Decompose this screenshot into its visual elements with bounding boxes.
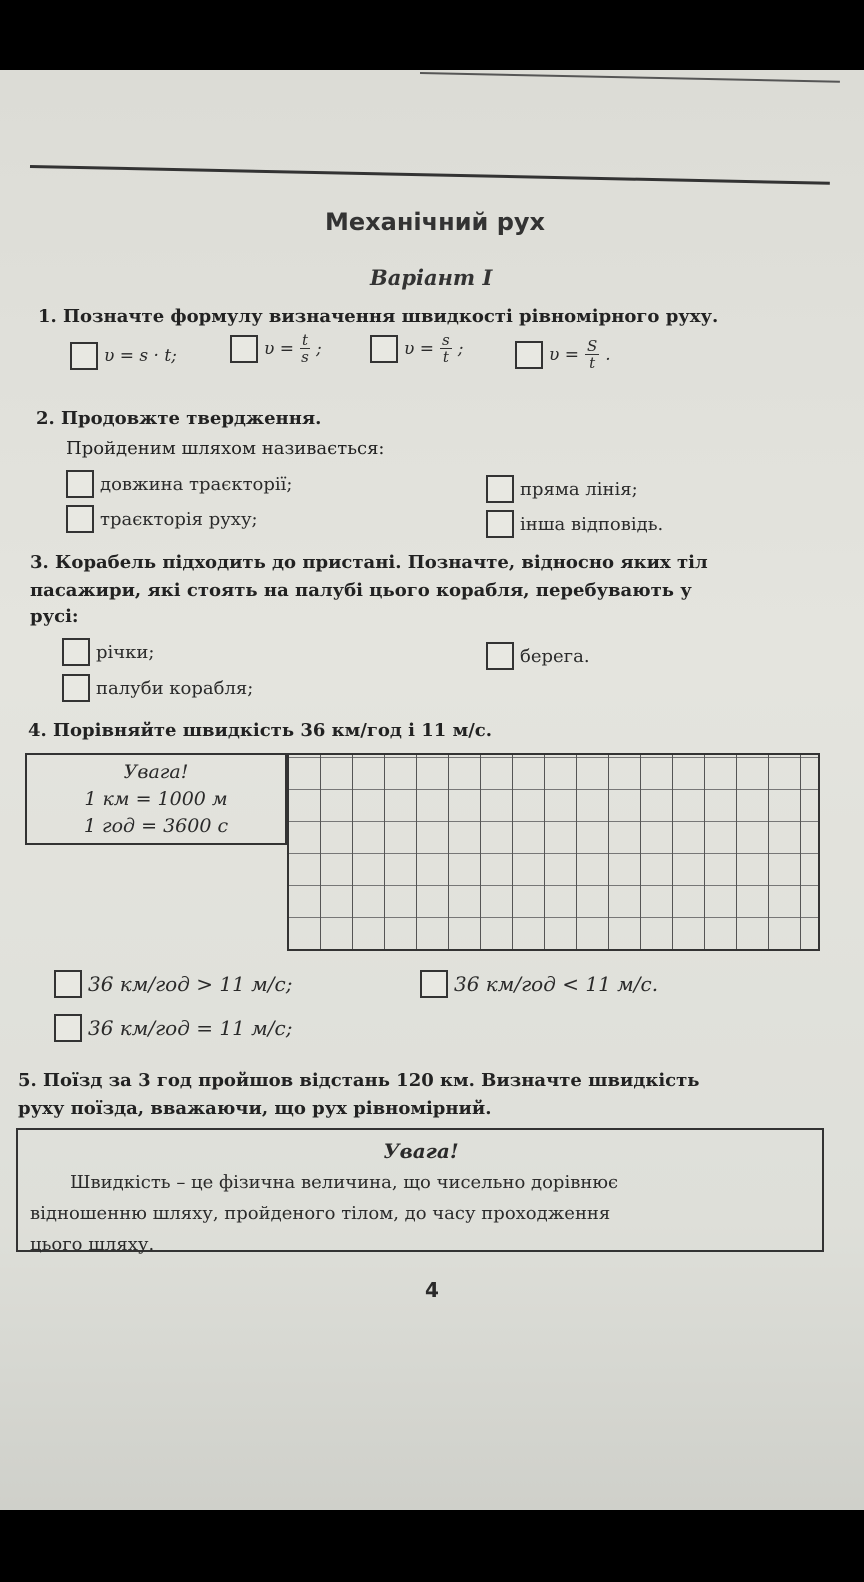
note-line: цього шляху. xyxy=(30,1234,155,1255)
q2-option-4[interactable]: інша відповідь. xyxy=(486,510,663,538)
q3-option-2[interactable]: палуби корабля; xyxy=(62,674,253,702)
checkbox[interactable] xyxy=(486,642,514,670)
q2-option-1[interactable]: довжина траєкторії; xyxy=(66,470,293,498)
checkbox[interactable] xyxy=(54,970,82,998)
question-2-subtext: Пройденим шляхом називається: xyxy=(66,438,385,459)
q2-option-3[interactable]: пряма лінія; xyxy=(486,475,638,503)
note-line: Швидкість – це фізична величина, що чисельно дорівнює xyxy=(70,1172,619,1193)
checkbox[interactable] xyxy=(486,510,514,538)
q1-option-1[interactable]: υ = s · t; xyxy=(70,342,177,370)
q4-option-2[interactable]: 36 км/год = 11 м/с; xyxy=(54,1014,292,1042)
checkbox[interactable] xyxy=(420,970,448,998)
question-5-line-2: руху поїзда, вважаючи, що рух рівномірний. xyxy=(18,1098,492,1119)
top-rule xyxy=(30,165,830,185)
checkbox[interactable] xyxy=(486,475,514,503)
note-line: 1 км = 1000 м xyxy=(84,788,228,810)
page-title: Механічний рух xyxy=(325,208,545,236)
note-line: 1 год = 3600 с xyxy=(83,815,229,837)
q4-option-3[interactable]: 36 км/год < 11 м/с. xyxy=(420,970,658,998)
question-3-line-1: 3. Корабель підходить до пристані. Позначте, відносно яких тіл xyxy=(30,552,708,573)
checkbox[interactable] xyxy=(230,335,258,363)
fraction: $\frac{s}{t}$ xyxy=(441,331,450,366)
worksheet-page xyxy=(0,70,864,1510)
q4-note-box xyxy=(25,753,287,845)
checkbox[interactable] xyxy=(54,1014,82,1042)
q3-option-3[interactable]: берега. xyxy=(486,642,590,670)
checkbox[interactable] xyxy=(70,342,98,370)
note-title: Увага! xyxy=(383,1139,459,1163)
q1-option-4[interactable]: υ = $\frac{S}{t}$ . xyxy=(515,338,611,371)
checkbox[interactable] xyxy=(62,638,90,666)
question-2-text: 2. Продовжте твердження. xyxy=(36,408,322,429)
question-3-line-2: пасажири, які стоять на палубі цього корабля, перебувають у xyxy=(30,580,692,601)
checkbox[interactable] xyxy=(370,335,398,363)
q1-option-3[interactable]: υ = $\frac{s}{t}$ ; xyxy=(370,332,463,365)
checkbox[interactable] xyxy=(62,674,90,702)
note-line: відношенню шляху, пройденого тілом, до часу проходження xyxy=(30,1203,611,1224)
variant-heading: Варіант I xyxy=(370,265,493,290)
checkbox[interactable] xyxy=(515,341,543,369)
question-5-line-1: 5. Поїзд за 3 год пройшов відстань 120 км. Визначте швидкість xyxy=(18,1070,700,1091)
note-title: Увага! xyxy=(123,761,189,783)
q4-option-1[interactable]: 36 км/год > 11 м/с; xyxy=(54,970,292,998)
answer-grid[interactable] xyxy=(287,753,820,951)
question-3-line-3: русі: xyxy=(30,606,79,627)
fraction: $\frac{S}{t}$ xyxy=(586,337,598,372)
question-4-text: 4. Порівняйте швидкість 36 км/год і 11 м/с. xyxy=(28,720,493,741)
q2-option-2[interactable]: траєкторія руху; xyxy=(66,505,258,533)
page-number: 4 xyxy=(425,1278,439,1302)
q3-option-1[interactable]: річки; xyxy=(62,638,155,666)
question-1-text: 1. Позначте формулу визначення швидкості рівномірного руху. xyxy=(38,306,719,327)
q1-option-2[interactable]: υ = $\frac{t}{s}$ ; xyxy=(230,332,322,365)
checkbox[interactable] xyxy=(66,470,94,498)
checkbox[interactable] xyxy=(66,505,94,533)
top-rule-short xyxy=(420,72,840,83)
q5-note-box xyxy=(16,1128,824,1255)
fraction: $\frac{t}{s}$ xyxy=(301,331,309,366)
